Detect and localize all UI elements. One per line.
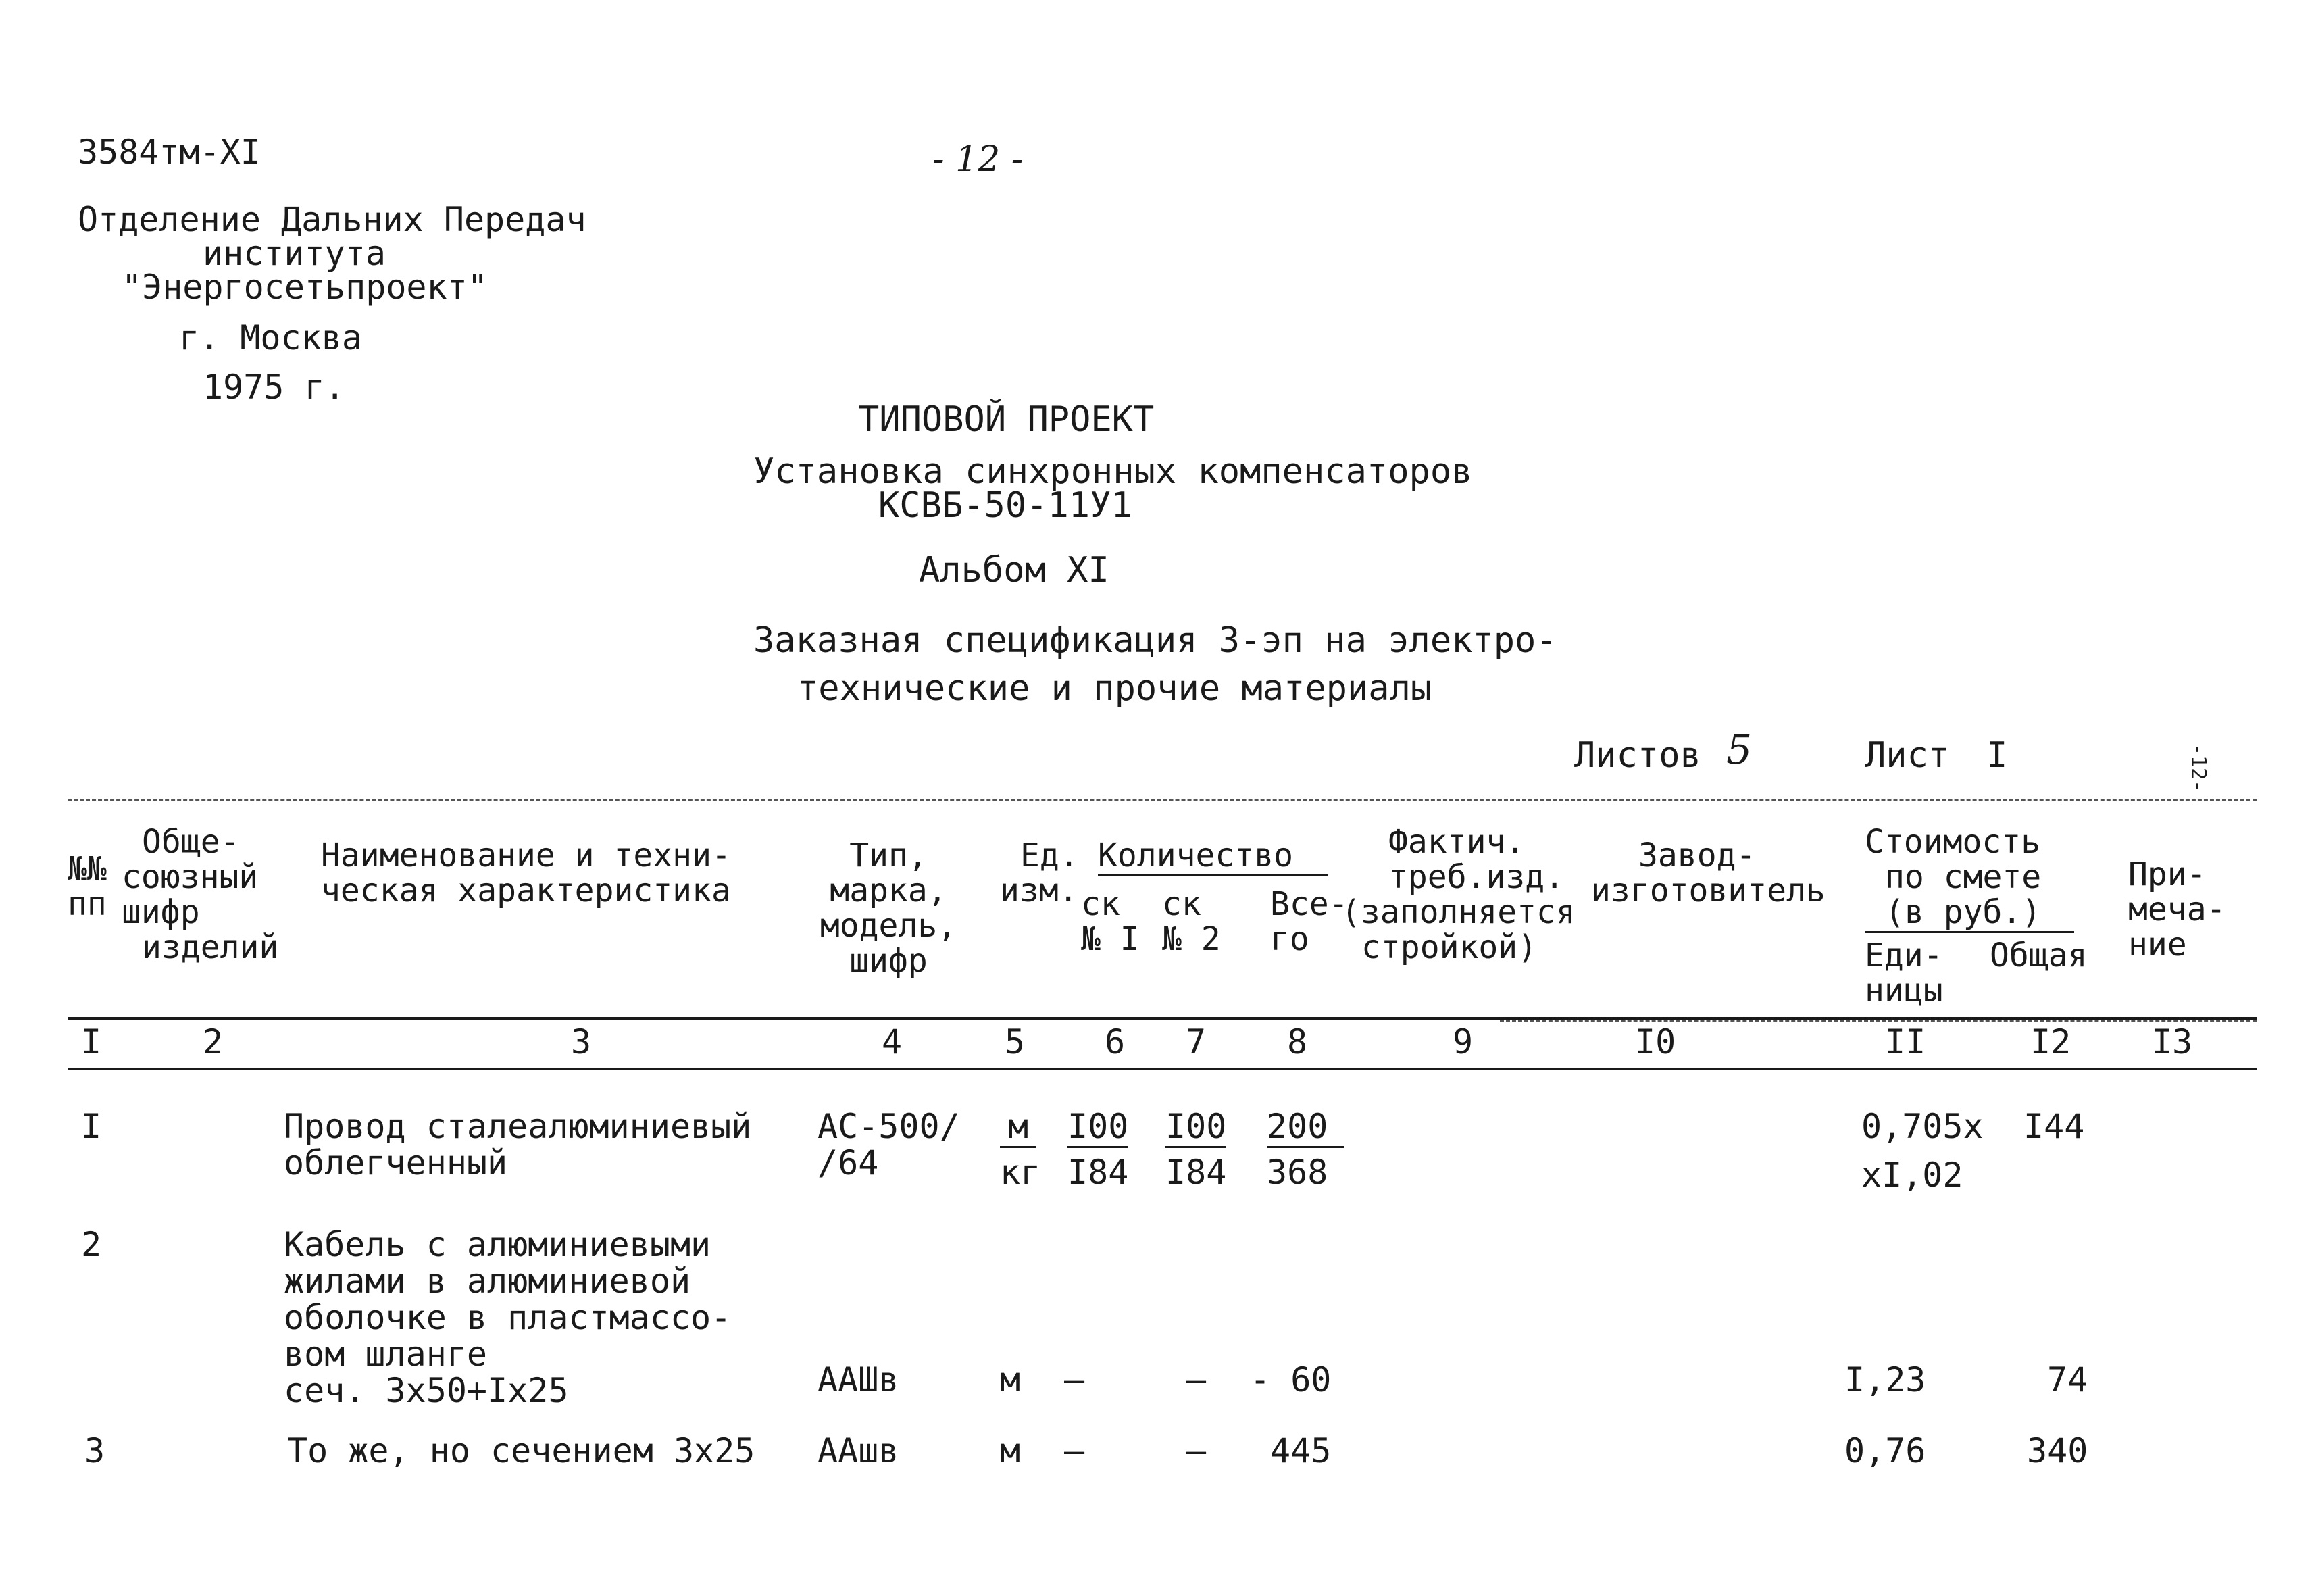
item-name: То же, но сечением 3x25: [287, 1431, 755, 1470]
org-year: 1975 г.: [203, 368, 345, 407]
header-unit: Ед. изм.: [1000, 837, 1079, 909]
unit: м: [1000, 1431, 1021, 1470]
column-number: 7: [1186, 1022, 1207, 1062]
qty-total: 445: [1270, 1431, 1332, 1470]
qty-site-1: –: [1064, 1360, 1085, 1399]
header-union-code: Обще- союзный шифр изделий: [122, 823, 279, 966]
header-site-2: ск № 2: [1162, 885, 1221, 958]
table-top-rule: [68, 799, 2257, 801]
unit-secondary: кг: [1000, 1153, 1041, 1192]
header-quantity: Количество: [1098, 838, 1328, 876]
spec-title-line-2: технические и прочие материалы: [797, 668, 1432, 709]
qty-total-mass: 368: [1267, 1153, 1328, 1192]
header-row-number: №№ пп: [68, 850, 107, 923]
qty-total: 200: [1267, 1108, 1344, 1148]
qty-site-2: –: [1186, 1360, 1207, 1399]
item-type: АС-500/ /64: [818, 1107, 960, 1182]
column-number: I3: [2152, 1022, 2193, 1062]
sheet-label: Лист: [1865, 735, 1950, 776]
project-kind: ТИПОВОЙ ПРОЕКТ: [858, 399, 1155, 440]
org-line-1: Отделение Дальних Передач: [78, 200, 586, 239]
header-name: Наименование и техни- ческая характеристика: [321, 837, 731, 909]
org-city: г. Москва: [179, 318, 362, 357]
header-unit-price: Еди- ницы: [1865, 937, 1943, 1009]
column-number: 2: [203, 1022, 224, 1062]
column-number: 4: [882, 1022, 903, 1062]
project-title-line-2: КСВБ-50-11У1: [878, 485, 1132, 526]
table-header-rule: [68, 1017, 2257, 1020]
row-number: 2: [81, 1225, 102, 1264]
unit-primary: м: [1000, 1108, 1061, 1145]
unit-price: 0,705x xI,02: [1861, 1107, 1984, 1195]
total-cost: I44: [2023, 1107, 2085, 1146]
item-name: Провод сталеалюминиевый облегченный: [284, 1107, 752, 1182]
row-number: I: [81, 1107, 102, 1146]
header-cost: Стоимость по смете (в руб.): [1865, 824, 2074, 933]
row-number: 3: [84, 1431, 105, 1470]
unit: м: [1000, 1360, 1021, 1399]
header-manufacturer: Завод- изготовитель: [1591, 837, 1826, 909]
column-numbers-top-rule: [1500, 1020, 2257, 1022]
document-code: 3584тм-XI: [78, 132, 261, 172]
total-cost: 340: [2027, 1431, 2088, 1470]
qty-total: - 60: [1250, 1360, 1332, 1399]
org-line-2: института: [203, 234, 386, 273]
org-line-3: "Энергосетьпроект": [122, 268, 488, 307]
column-number: I: [81, 1022, 102, 1062]
header-actual-required: Фактич. треб.изд. (заполняется стройкой): [1341, 823, 1576, 966]
album-title: Альбом XI: [919, 550, 1109, 591]
unit-price: I,23: [1844, 1360, 1926, 1399]
spec-title-line-1: Заказная спецификация 3-эп на электро-: [753, 620, 1557, 661]
sheets-total: 5: [1726, 726, 1753, 774]
qty-site-1: I00: [1067, 1108, 1128, 1148]
qty-site-2: –: [1186, 1431, 1207, 1470]
column-number: 3: [571, 1022, 592, 1062]
column-number: 5: [1005, 1022, 1026, 1062]
unit-price: 0,76: [1844, 1431, 1926, 1470]
column-number: I0: [1635, 1022, 1676, 1062]
project-title-line-1: Установка синхронных компенсаторов: [753, 451, 1473, 492]
column-number: 9: [1453, 1022, 1474, 1062]
header-total-cost: Общая: [1990, 937, 2088, 974]
sheet-number: I: [1986, 735, 2008, 776]
item-type: ААшв: [818, 1431, 899, 1470]
qty-site-1-mass: I84: [1067, 1153, 1129, 1192]
header-total: Все- го: [1270, 885, 1349, 958]
page-number: - 12 -: [932, 139, 1024, 180]
column-number: II: [1885, 1022, 1926, 1062]
qty-site-1: –: [1064, 1431, 1085, 1470]
header-type: Тип, марка, модель, шифр: [820, 837, 957, 980]
item-name: Кабель с алюминиевыми жилами в алюминиевой оболочке в пластмассо- вом шланге сеч. 3x50+Ix25: [284, 1225, 732, 1410]
column-number: I2: [2030, 1022, 2071, 1062]
side-page-mark: -12-: [2186, 743, 2210, 793]
total-cost: 74: [2047, 1360, 2088, 1399]
sheets-total-label: Листов: [1574, 735, 1701, 776]
header-note: При- меча- ние: [2128, 855, 2226, 964]
qty-site-2: I00: [1165, 1108, 1226, 1148]
qty-site-2-mass: I84: [1165, 1153, 1227, 1192]
column-number: 8: [1287, 1022, 1308, 1062]
column-number: 6: [1105, 1022, 1126, 1062]
column-numbers-rule: [68, 1068, 2257, 1070]
header-site-1: ск № I: [1081, 885, 1140, 958]
item-type: ААШв: [818, 1360, 899, 1399]
